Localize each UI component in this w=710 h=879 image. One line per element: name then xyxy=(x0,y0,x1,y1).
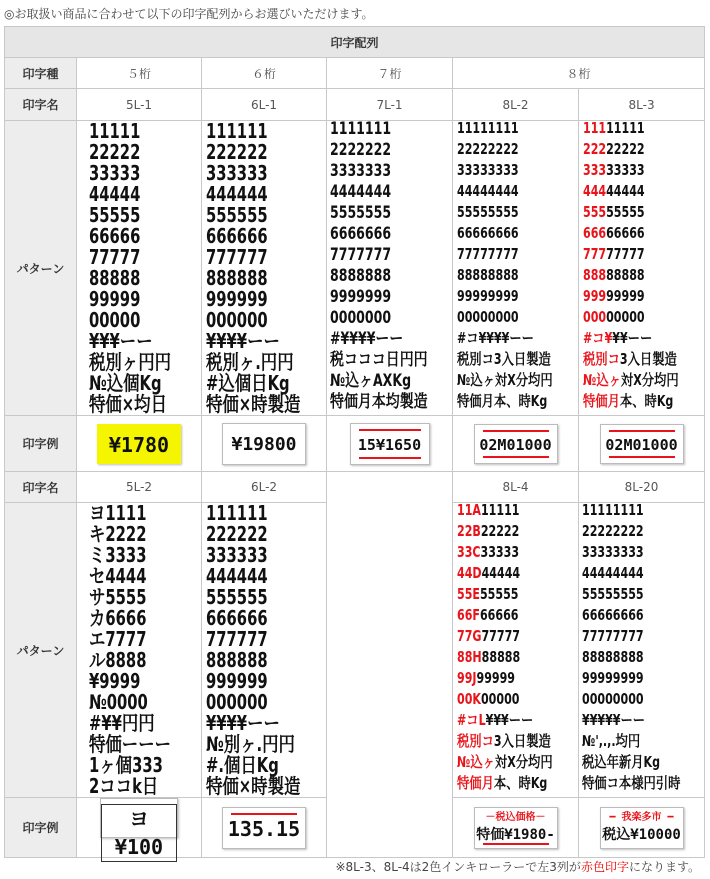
pattern-line: ¥¥¥¥ーー xyxy=(206,711,281,735)
pattern-line xyxy=(583,268,679,289)
row-label-pattern: パターン xyxy=(5,121,77,416)
pattern-line xyxy=(457,587,553,608)
pattern-red-part: 333 xyxy=(583,161,607,179)
pattern-line: 0000000 xyxy=(330,308,392,328)
pattern-line: 税コココ日円円 xyxy=(330,350,428,370)
example-text-8L-4: 特価¥1980- xyxy=(476,826,555,843)
pattern-line: 44444444 xyxy=(457,182,519,200)
pattern-black-part: 55555 xyxy=(480,585,519,603)
pattern-black-part: 11111 xyxy=(606,119,645,137)
pattern-line xyxy=(583,352,679,373)
pattern-red-part: 税別コ xyxy=(583,350,621,368)
example-cell-6L-2 xyxy=(202,798,327,858)
pattern-line xyxy=(457,776,553,797)
pattern-black-part: 本、時Kg xyxy=(620,392,674,410)
pattern-line xyxy=(583,226,679,247)
pattern-black-part: 3入日製造 xyxy=(620,350,678,368)
pattern-line xyxy=(583,184,679,205)
pattern-black-part: 22222 xyxy=(606,140,645,158)
red-line-top xyxy=(609,430,675,432)
pattern-line: 9999999 xyxy=(330,287,392,307)
pattern-black-part: 99999 xyxy=(606,287,645,305)
intro-text: ◎お取扱い商品に合わせて以下の印字配列からお選びいただけます。 xyxy=(4,7,374,21)
pattern-line: 00000000 xyxy=(457,308,519,326)
pattern-line: 税別コ3入日製造 xyxy=(457,350,551,368)
pattern-line xyxy=(457,629,553,650)
pattern-line: 555555 xyxy=(206,585,269,609)
example-label-8L-20 xyxy=(600,807,684,849)
example-label-5L-1: ¥1780 xyxy=(97,424,181,464)
pattern-line xyxy=(457,608,553,629)
pattern-line: ヨ1111 xyxy=(89,501,147,525)
pattern-line: 特価月本、時Kg xyxy=(457,392,548,410)
pattern-line: 99999999 xyxy=(457,287,519,305)
example-cell-7L-1 xyxy=(327,416,453,472)
pattern-red-part: 33C xyxy=(457,543,481,561)
pattern-line: 44444 xyxy=(89,182,141,206)
pattern-6L-2 xyxy=(206,503,300,797)
example-text-8L-2: 02M01000 xyxy=(479,435,552,454)
pattern-line: 777777 xyxy=(206,245,269,269)
pattern-black-part: 99999 xyxy=(476,669,516,687)
example-label-8L-3 xyxy=(600,424,684,464)
name-5L-1: 5L-1 xyxy=(77,89,202,121)
pattern-black-part: 対X分均円 xyxy=(495,753,553,771)
pattern-red-part: 777 xyxy=(583,245,607,263)
pattern-line: ¥¥¥ーー xyxy=(89,329,153,353)
pattern-line: 99999999 xyxy=(581,669,644,687)
example-text-8L-3: 02M01000 xyxy=(605,435,678,454)
red-line-bottom xyxy=(483,456,549,458)
pattern-red-part: №込ヶ xyxy=(457,753,496,771)
example-label-7L-1 xyxy=(350,423,430,465)
pattern-line: 77777777 xyxy=(581,627,644,645)
pattern-line: 888888 xyxy=(206,648,269,672)
pattern-red-part: 222 xyxy=(583,140,607,158)
pattern-line: 33333333 xyxy=(581,543,644,561)
pattern-line: 4444444 xyxy=(330,182,392,202)
red-line-top xyxy=(359,429,421,431)
pattern-line: 666666 xyxy=(206,224,269,248)
pattern-line: №別ヶ.円円 xyxy=(206,732,296,756)
pattern-line: №',.,.均円 xyxy=(581,732,640,750)
pattern-line: 77777777 xyxy=(457,245,519,263)
pattern-line: 7777777 xyxy=(330,245,392,265)
pattern-line: ¥9999 xyxy=(89,669,141,693)
example-cell-8L-3 xyxy=(579,416,705,472)
pattern-line: 特価×均日 xyxy=(89,392,167,416)
pattern-black-part: 00000 xyxy=(481,690,520,708)
pattern-line xyxy=(457,650,553,671)
pattern-red-part: 11A xyxy=(457,501,482,519)
pattern-line: 00000000 xyxy=(581,690,644,708)
pattern-line: エ7777 xyxy=(89,627,147,651)
pattern-red-part: 88H xyxy=(457,648,482,666)
name-8L-2: 8L-2 xyxy=(453,89,579,121)
print-layout-table xyxy=(4,26,705,858)
pattern-line: 44444444 xyxy=(581,564,644,582)
name-8L-3: 8L-3 xyxy=(579,89,705,121)
pattern-line: ル8888 xyxy=(89,648,147,672)
pattern-line xyxy=(583,247,679,268)
pattern-black-part: 88888 xyxy=(606,266,645,284)
pattern-line xyxy=(457,524,553,545)
pattern-line: 特価×時製造 xyxy=(206,392,301,416)
example-label-5L-2 xyxy=(100,798,178,859)
pattern-red-part: 税別コ xyxy=(457,732,495,750)
pattern-line: 111111 xyxy=(206,119,269,143)
example-cell-5L-2 xyxy=(77,798,202,858)
pattern-line: 555555 xyxy=(206,203,269,227)
name-7L-1: 7L-1 xyxy=(327,89,453,121)
pattern-line: №込個Kg xyxy=(89,371,162,395)
pattern-line: #¥¥円円 xyxy=(89,711,155,735)
pattern-line: 特価ーーー xyxy=(89,732,171,756)
red-line-bottom xyxy=(359,457,421,459)
pattern-line: #¥¥¥¥ーー xyxy=(330,329,404,349)
pattern-black-part: 44444 xyxy=(606,182,645,200)
pattern-line: ¥¥¥¥ーー xyxy=(206,329,281,353)
pattern-line: 3333333 xyxy=(330,161,392,181)
pattern-line: 55555 xyxy=(89,203,141,227)
pattern-red-part: 55E xyxy=(457,585,481,603)
pattern-black-part: 33333 xyxy=(606,161,645,179)
pattern-black-part: ¥¥ーー xyxy=(612,329,653,347)
pattern-black-part: 22222 xyxy=(480,522,520,540)
pattern-black-part: 本、時Kg xyxy=(494,774,548,792)
pattern-line xyxy=(457,671,553,692)
pattern-line: 6666666 xyxy=(330,224,392,244)
pattern-line: 999999 xyxy=(206,669,269,693)
pattern-line xyxy=(457,692,553,713)
pattern-black-part: 55555 xyxy=(606,203,645,221)
red-line-top xyxy=(231,813,297,815)
pattern-line: 00000 xyxy=(89,308,141,332)
pattern-line: 000000 xyxy=(206,690,269,714)
pattern-line: 111111 xyxy=(206,501,269,525)
pattern-line: カ6666 xyxy=(89,606,147,630)
type-6: ６桁 xyxy=(202,58,327,89)
pattern-line: 33333 xyxy=(89,161,141,185)
pattern-red-part: 555 xyxy=(583,203,607,221)
pattern-line xyxy=(457,503,553,524)
pattern-line: 33333333 xyxy=(457,161,519,179)
row-label-example-2: 印字例 xyxy=(5,798,77,858)
pattern-black-part: 44444 xyxy=(481,564,521,582)
pattern-black-part: 66666 xyxy=(480,606,519,624)
pattern-line: サ5555 xyxy=(89,585,147,609)
pattern-line xyxy=(583,373,679,394)
pattern-line: #.個日Kg xyxy=(206,753,280,777)
pattern-line: 8888888 xyxy=(330,266,392,286)
pattern-line: 444444 xyxy=(206,564,269,588)
pattern-cell-8L-2 xyxy=(453,121,579,416)
pattern-red-part: 66F xyxy=(457,606,481,624)
pattern-line: 66666 xyxy=(89,224,141,248)
pattern-line xyxy=(583,331,679,352)
pattern-black-part: 33333 xyxy=(480,543,520,561)
pattern-line: 1111111 xyxy=(330,119,392,139)
pattern-line: #込個日Kg xyxy=(206,371,291,395)
footnote-red-text: 赤色印字 xyxy=(580,860,629,874)
pattern-cell-6L-1 xyxy=(202,121,327,416)
pattern-line: 66666666 xyxy=(457,224,519,242)
pattern-line: 税込年新月Kg xyxy=(581,753,660,771)
pattern-line: ¥¥¥¥¥ーー xyxy=(581,711,645,729)
pattern-line: 22222222 xyxy=(457,140,519,158)
red-line-bottom xyxy=(609,456,675,458)
name-6L-1: 6L-1 xyxy=(202,89,327,121)
pattern-line: 特価×時製造 xyxy=(206,774,301,798)
pattern-line: キ2222 xyxy=(89,522,147,546)
pattern-cell-5L-2 xyxy=(77,503,202,798)
pattern-red-part: 44D xyxy=(457,564,482,582)
pattern-line: 5555555 xyxy=(330,203,392,223)
name-6L-2: 6L-2 xyxy=(202,472,327,503)
pattern-line: 特価月本均製造 xyxy=(330,392,428,412)
pattern-6L-1 xyxy=(206,121,300,415)
pattern-red-part: 666 xyxy=(583,224,607,242)
red-line-bottom xyxy=(483,843,549,845)
pattern-5L-1 xyxy=(89,121,171,415)
row-label-name: 印字名 xyxy=(5,89,77,121)
name-8L-20: 8L-20 xyxy=(579,472,705,503)
example-cell-5L-1 xyxy=(77,416,202,472)
pattern-line xyxy=(583,142,679,163)
pattern-cell-8L-20 xyxy=(579,503,705,798)
pattern-line: 11111111 xyxy=(581,501,644,519)
pattern-line: 000000 xyxy=(206,308,269,332)
empty-cell xyxy=(327,472,453,858)
type-5: ５桁 xyxy=(77,58,202,89)
pattern-line: 77777 xyxy=(89,245,141,269)
pattern-black-part: 00000 xyxy=(606,308,645,326)
pattern-black-part: 77777 xyxy=(481,627,521,645)
pattern-line xyxy=(457,545,553,566)
footnote xyxy=(335,858,700,875)
example-cell-8L-4 xyxy=(453,798,579,858)
pattern-line: 88888888 xyxy=(581,648,644,666)
pattern-line: 888888 xyxy=(206,266,269,290)
type-8: ８桁 xyxy=(453,58,705,89)
pattern-cell-7L-1 xyxy=(327,121,453,416)
pattern-line: 99999 xyxy=(89,287,141,311)
pattern-line: 22222 xyxy=(89,140,141,164)
example-cell-8L-20 xyxy=(579,798,705,858)
example-label-6L-1: ¥19800 xyxy=(222,423,306,465)
example-label-6L-2 xyxy=(222,807,306,849)
pattern-line: 特価コ本様円引時 xyxy=(581,774,680,792)
pattern-line: 66666666 xyxy=(581,606,644,624)
pattern-black-part: 11111 xyxy=(481,501,520,519)
pattern-line: #コ¥¥¥¥ーー xyxy=(457,329,535,347)
pattern-line: 税別ヶ.円円 xyxy=(206,350,295,374)
pattern-red-part: 000 xyxy=(583,308,607,326)
pattern-line: №込ヶAXKg xyxy=(330,371,412,391)
pattern-line xyxy=(457,734,553,755)
example-label-8L-4 xyxy=(474,807,558,849)
pattern-line: 222222 xyxy=(206,522,269,546)
pattern-black-part: 88888 xyxy=(481,648,521,666)
pattern-line: 税別ヶ円円 xyxy=(89,350,171,374)
pattern-line: 777777 xyxy=(206,627,269,651)
example-text-6L-2: 135.15 xyxy=(227,816,301,841)
pattern-line: №0000 xyxy=(89,690,148,714)
row-label-example: 印字例 xyxy=(5,416,77,472)
pattern-cell-8L-3 xyxy=(579,121,705,416)
pattern-black-part: 66666 xyxy=(606,224,645,242)
pattern-8L-3 xyxy=(583,121,679,415)
pattern-line: 88888 xyxy=(89,266,141,290)
pattern-red-part: 特価月 xyxy=(583,392,621,410)
pattern-red-part: №込ヶ xyxy=(583,371,622,389)
pattern-line: 999999 xyxy=(206,287,269,311)
pattern-line: 55555555 xyxy=(457,203,519,221)
pattern-black-part: 対X分均円 xyxy=(621,371,679,389)
pattern-line: 1ヶ個333 xyxy=(89,753,163,777)
table-title: 印字配列 xyxy=(5,27,705,58)
example-cell-6L-1 xyxy=(202,416,327,472)
pattern-red-part: 22B xyxy=(457,522,481,540)
pattern-7L-1 xyxy=(330,121,428,415)
row-label-name-2: 印字名 xyxy=(5,472,77,503)
row-label-type: 印字種 xyxy=(5,58,77,89)
example-text-8L-20: 税込¥10000 xyxy=(602,826,681,843)
pattern-line xyxy=(457,566,553,587)
pattern-black-part: ¥¥¥ーー xyxy=(485,711,534,729)
pattern-cell-8L-4 xyxy=(453,503,579,798)
footnote-post: になります。 xyxy=(628,860,700,874)
pattern-line xyxy=(583,205,679,226)
footnote-pre: ※8L-3、8L-4は2色インキローラーで左3列が xyxy=(335,860,581,874)
pattern-line xyxy=(583,394,679,415)
pattern-line: ミ3333 xyxy=(89,543,147,567)
pattern-line xyxy=(583,289,679,310)
pattern-red-part: 444 xyxy=(583,182,607,200)
pattern-red-part: #コL xyxy=(457,711,486,729)
pattern-8L-2 xyxy=(457,121,553,415)
pattern-line: 2222222 xyxy=(330,140,392,160)
pattern-line xyxy=(457,713,553,734)
pattern-line: 55555555 xyxy=(581,585,644,603)
pattern-line: 444444 xyxy=(206,182,269,206)
type-7: ７桁 xyxy=(327,58,453,89)
pattern-line: №込ヶ対X分均円 xyxy=(457,371,553,389)
pattern-black-part: 77777 xyxy=(606,245,645,263)
pattern-red-part: 77G xyxy=(457,627,482,645)
example-text-5L-2: ヨ¥100 xyxy=(101,804,177,862)
pattern-red-part: #コ¥ xyxy=(583,329,613,347)
pattern-line xyxy=(457,755,553,776)
pattern-red-part: 特価月 xyxy=(457,774,495,792)
name-5L-2: 5L-2 xyxy=(77,472,202,503)
pattern-line: 88888888 xyxy=(457,266,519,284)
pattern-line xyxy=(583,163,679,184)
example-cell-8L-2 xyxy=(453,416,579,472)
row-label-pattern-2: パターン xyxy=(5,503,77,798)
pattern-line: セ4444 xyxy=(89,564,147,588)
example-text-7L-1: 15¥1650 xyxy=(357,435,422,454)
pattern-black-part: 3入日製造 xyxy=(494,732,551,750)
red-line-top xyxy=(483,430,549,432)
pattern-line: 666666 xyxy=(206,606,269,630)
pattern-line: 11111111 xyxy=(457,119,519,137)
pattern-line: 333333 xyxy=(206,543,269,567)
pattern-8L-20 xyxy=(582,503,680,797)
pattern-red-part: 888 xyxy=(583,266,607,284)
pattern-line: 11111 xyxy=(89,119,141,143)
pattern-cell-5L-1 xyxy=(77,121,202,416)
example-header-8L-4: －税込価格－ xyxy=(485,811,546,823)
pattern-5L-2 xyxy=(89,503,171,797)
pattern-line xyxy=(583,121,679,142)
example-header-8L-20: ━ 我楽多市 ━ xyxy=(609,811,674,823)
example-label-8L-2 xyxy=(474,424,558,464)
pattern-8L-4 xyxy=(457,503,553,797)
pattern-cell-6L-2 xyxy=(202,503,327,798)
pattern-red-part: 99J xyxy=(457,669,477,687)
pattern-red-part: 111 xyxy=(583,119,607,137)
pattern-line: 222222 xyxy=(206,140,269,164)
pattern-line: 2ココk日 xyxy=(89,774,159,798)
name-8L-4: 8L-4 xyxy=(453,472,579,503)
pattern-line: 333333 xyxy=(206,161,269,185)
pattern-line: 22222222 xyxy=(581,522,644,540)
pattern-red-part: 00K xyxy=(457,690,482,708)
pattern-red-part: 999 xyxy=(583,287,607,305)
pattern-line xyxy=(583,310,679,331)
